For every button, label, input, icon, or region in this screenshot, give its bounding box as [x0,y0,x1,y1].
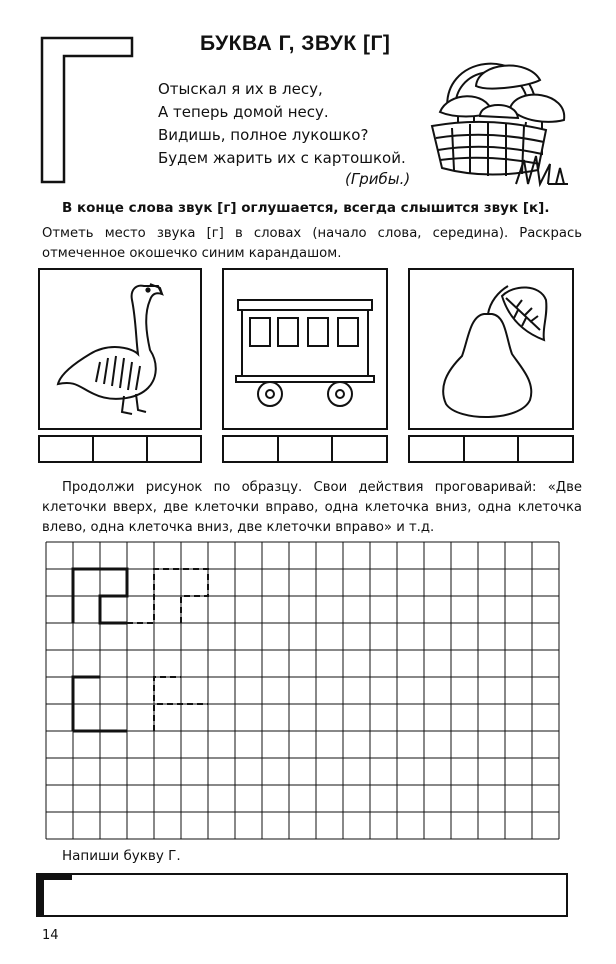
sound-cell[interactable] [94,437,148,461]
picture-frame-goose [38,268,202,430]
writing-task-label: Напиши букву Г. [62,848,181,864]
picture-frame-wagon [222,268,388,430]
poem-line: Будем жарить их с картошкой. [158,149,406,167]
task-instruction-2: Продолжи рисунок по образцу. Свои действия проговаривай: «Две клеточки вверх, две клеточки вправо, одна клеточка вниз, одна клеточка влево, одна клеточка вниз, две клеточки вправо» и т.д. [42,480,582,535]
task-instruction-1: Отметь место звука [г] в словах (начало слова, середина). Раскрась отмеченное окошечко синим карандашом. [42,226,582,261]
poem-line: Видишь, полное лукошко? [158,126,369,144]
sound-cell[interactable] [40,437,94,461]
riddle-poem [158,78,406,170]
sound-cells-wagon[interactable] [222,435,388,463]
poem-line: А теперь домой несу. [158,103,329,121]
wagon-icon [224,270,386,428]
riddle-answer: (Грибы.) [345,170,411,188]
goose-icon [40,270,200,428]
sound-cells-goose[interactable] [38,435,202,463]
sound-cell[interactable] [410,437,465,461]
page-number: 14 [42,928,59,943]
sound-cell[interactable] [279,437,334,461]
sound-cell[interactable] [148,437,200,461]
sound-cell[interactable] [224,437,279,461]
sound-cells-pear[interactable] [408,435,574,463]
picture-frame-pear [408,268,574,430]
writing-line[interactable] [36,868,568,918]
sound-cell[interactable] [519,437,572,461]
drawing-grid[interactable] [44,540,564,842]
poem-line: Отыскал я их в лесу, [158,80,323,98]
rule-text: В конце слова звук [г] оглушается, всегда слышится звук [к]. [62,200,550,216]
page-title: БУКВА Г, ЗВУК [Г] [200,32,391,55]
mushroom-basket-icon [418,34,576,190]
big-letter-g-icon [40,36,136,186]
sound-cell[interactable] [333,437,386,461]
sound-cell[interactable] [465,437,520,461]
pear-icon [410,270,572,428]
